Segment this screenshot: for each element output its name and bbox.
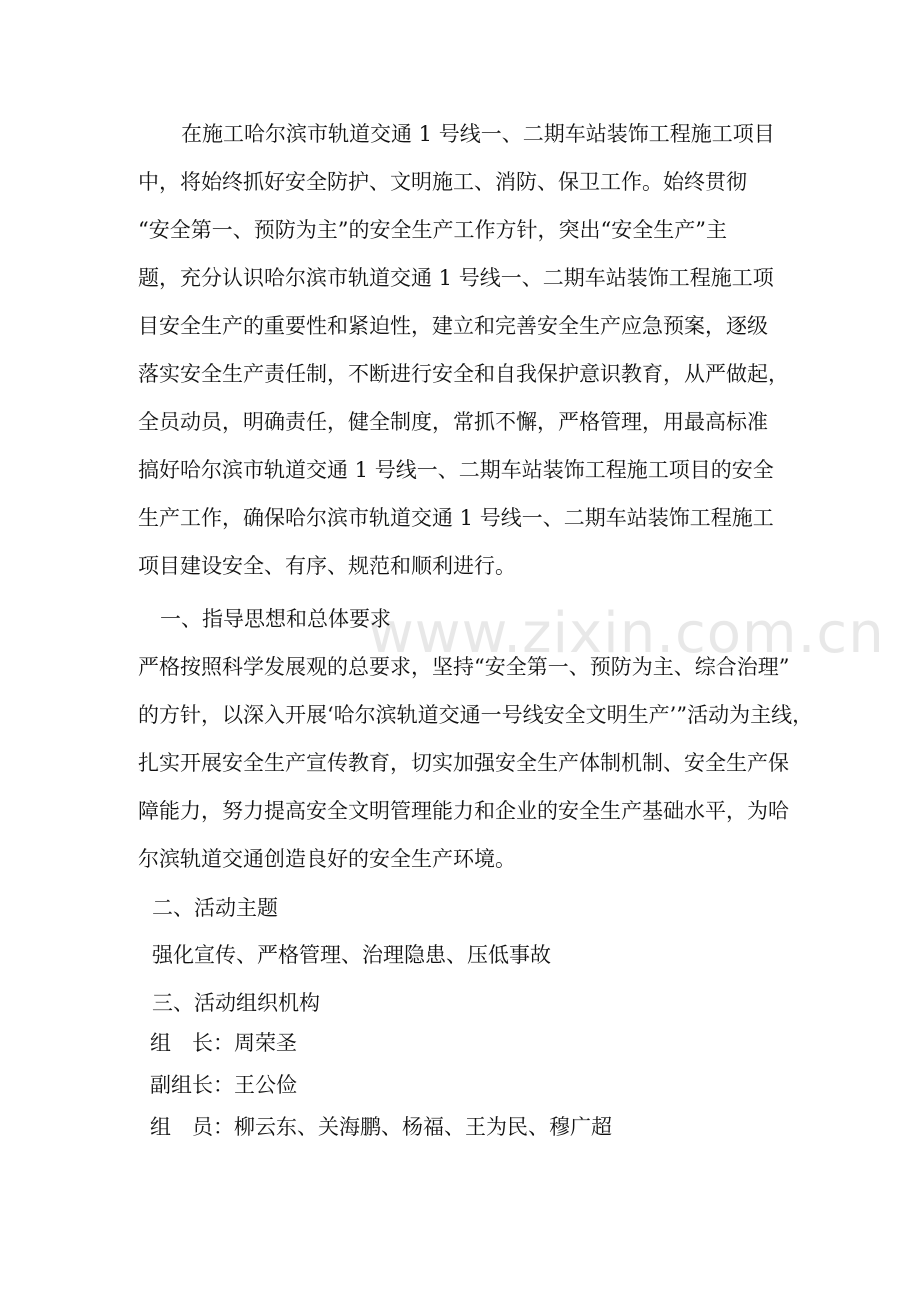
text-line: 中，将始终抓好安全防护、文明施工、消防、保卫工作。始终贯彻 xyxy=(138,170,747,194)
text-line: 项目建设安全、有序、规范和顺利进行。 xyxy=(138,554,516,578)
text-line: 在施工哈尔滨市轨道交通 1 号线一、二期车站装饰工程施工项目 xyxy=(181,122,775,146)
text-line: 障能力，努力提高安全文明管理能力和企业的安全生产基础水平，为哈 xyxy=(138,799,789,823)
leader-line: 组 长：周荣圣 xyxy=(150,1031,297,1055)
text-line: 题，充分认识哈尔滨市轨道交通 1 号线一、二期车站装饰工程施工项 xyxy=(138,266,774,290)
text-line: 落实安全生产责任制，不断进行安全和自我保护意识教育，从严做起， xyxy=(138,362,789,386)
watermark: www.zixin.com.cn xyxy=(368,601,885,666)
text-line: 的方针，以深入开展‘哈尔滨轨道交通一号线安全文明生产’”活动为主线， xyxy=(138,703,814,727)
text-line: 搞好哈尔滨市轨道交通 1 号线一、二期车站装饰工程施工项目的安全 xyxy=(138,458,774,482)
section-heading: 三、活动组织机构 xyxy=(152,991,320,1015)
text-line: “安全第一、预防为主”的安全生产工作方针，突出“安全生产”主 xyxy=(138,218,727,242)
text-line: 全员动员，明确责任，健全制度，常抓不懈，严格管理，用最高标准 xyxy=(138,410,768,434)
section-heading: 二、活动主题 xyxy=(152,896,278,920)
text-line: 严格按照科学发展观的总要求，坚持“安全第一、预防为主、综合治理” xyxy=(138,655,790,679)
theme-text: 强化宣传、严格管理、治理隐患、压低事故 xyxy=(152,943,551,967)
text-line: 尔滨轨道交通创造良好的安全生产环境。 xyxy=(138,847,516,871)
section-heading: 一、指导思想和总体要求 xyxy=(160,607,391,631)
text-line: 目安全生产的重要性和紧迫性，建立和完善安全生产应急预案，逐级 xyxy=(138,314,768,338)
deputy-line: 副组长：王公俭 xyxy=(150,1073,297,1097)
text-line: 扎实开展安全生产宣传教育，切实加强安全生产体制机制、安全生产保 xyxy=(138,751,789,775)
text-line: 生产工作，确保哈尔滨市轨道交通 1 号线一、二期车站装饰工程施工 xyxy=(138,506,774,530)
members-line: 组 员：柳云东、关海鹏、杨福、王为民、穆广超 xyxy=(150,1115,612,1139)
